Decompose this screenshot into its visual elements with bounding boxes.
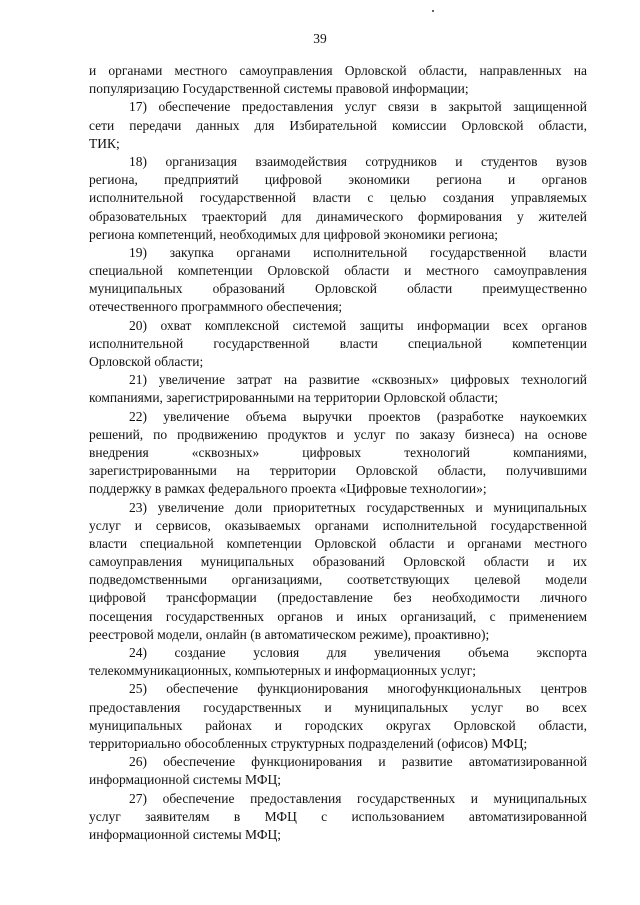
text-line: телекоммуникационных, компьютерных и информационных услуг;: [89, 663, 476, 679]
text-line: отечественного программного обеспечения;: [89, 299, 343, 315]
paragraph-first-line: 20) охват комплексной системой защиты информации всех органов: [129, 317, 587, 333]
text-line: предоставления государственных и муниципальных услуг во всех: [89, 699, 587, 715]
text-line: подведомственными организациями, соответствующих целевой модели: [89, 572, 587, 588]
text-line: компаниями, зарегистрированными на территории Орловской области;: [89, 390, 498, 406]
text-line: муниципальных образований Орловской области преимущественно: [89, 281, 587, 297]
text-line: сети передачи данных для Избирательной комиссии Орловской области,: [89, 117, 587, 133]
paragraph-first-line: 19) закупка органами исполнительной государственной власти: [129, 244, 587, 260]
text-line: муниципальных районах и городских округах Орловской области,: [89, 717, 587, 733]
text-line: внедрения «сквозных» цифровых технологий компаниями,: [89, 444, 587, 460]
paragraph-first-line: 18) организация взаимодействия сотрудников и студентов вузов: [129, 153, 587, 169]
paragraph-first-line: 25) обеспечение функционирования многофункциональных центров: [129, 681, 587, 697]
paragraph-first-line: 22) увеличение объема выручки проектов (разработке наукоемких: [129, 408, 587, 424]
text-line: региона, предприятий цифровой экономики региона и органов: [89, 172, 587, 188]
text-line: зарегистрированными на территории Орловской области, получившими: [89, 463, 587, 479]
text-line: региона компетенций, необходимых для цифровой экономики региона;: [89, 226, 499, 242]
text-line: поддержку в рамках федерального проекта «Цифровые технологии»;: [89, 481, 487, 497]
text-line: самоуправления муниципальных образований Орловской области и их: [89, 554, 587, 570]
text-line: образовательных траекторий для динамического формирования у жителей: [89, 208, 587, 224]
text-line: реестровой модели, онлайн (в автоматическом режиме), проактивно);: [89, 626, 490, 642]
text-line: информационной системы МФЦ;: [89, 826, 282, 842]
paragraph-first-line: 24) создание условия для увеличения объема экспорта: [129, 645, 587, 660]
text-line: власти специальной компетенции Орловской области и органами местного: [89, 535, 587, 551]
text-line: услуг заявителям в МФЦ с использованием автоматизированной: [89, 808, 587, 824]
text-line: популяризацию Государственной системы правовой информации;: [89, 81, 469, 97]
text-line: территориально обособленных структурных подразделений (офисов) МФЦ;: [89, 735, 528, 751]
text-line: исполнительной государственной власти с целью создания управляемых: [89, 190, 587, 206]
text-line: специальной компетенции Орловской области и местного самоуправления: [89, 263, 587, 279]
text-line: и органами местного самоуправления Орловской области, направленных на: [89, 63, 587, 78]
text-line: исполнительной государственной власти специальной компетенции: [89, 335, 587, 351]
paragraph-first-line: 17) обеспечение предоставления услуг связи в закрытой защищенной: [129, 99, 587, 115]
text-line: ТИК;: [89, 135, 120, 151]
text-line: посещения государственных органов и иных организаций, с применением: [89, 608, 587, 624]
paragraph-first-line: 27) обеспечение предоставления государственных и муниципальных: [129, 790, 587, 806]
text-line: услуг и сервисов, оказываемых органами исполнительной государственной: [89, 517, 587, 533]
paragraph-first-line: 21) увеличение затрат на развитие «сквозных» цифровых технологий: [129, 372, 587, 388]
text-line: информационной системы МФЦ;: [89, 772, 282, 788]
scan-speck: [432, 10, 434, 12]
text-line: решений, по продвижению продуктов и услуг по заказу бизнеса) на основе: [89, 426, 587, 442]
text-line: Орловской области;: [89, 354, 204, 369]
page-number: 39: [313, 31, 327, 46]
text-line: цифровой трансформации (предоставление без необходимости личного: [89, 590, 587, 606]
document-body: [89, 62, 587, 844]
paragraph-first-line: 26) обеспечение функционирования и развитие автоматизированной: [129, 754, 587, 770]
paragraph-first-line: 23) увеличение доли приоритетных государственных и муниципальных: [129, 499, 587, 515]
